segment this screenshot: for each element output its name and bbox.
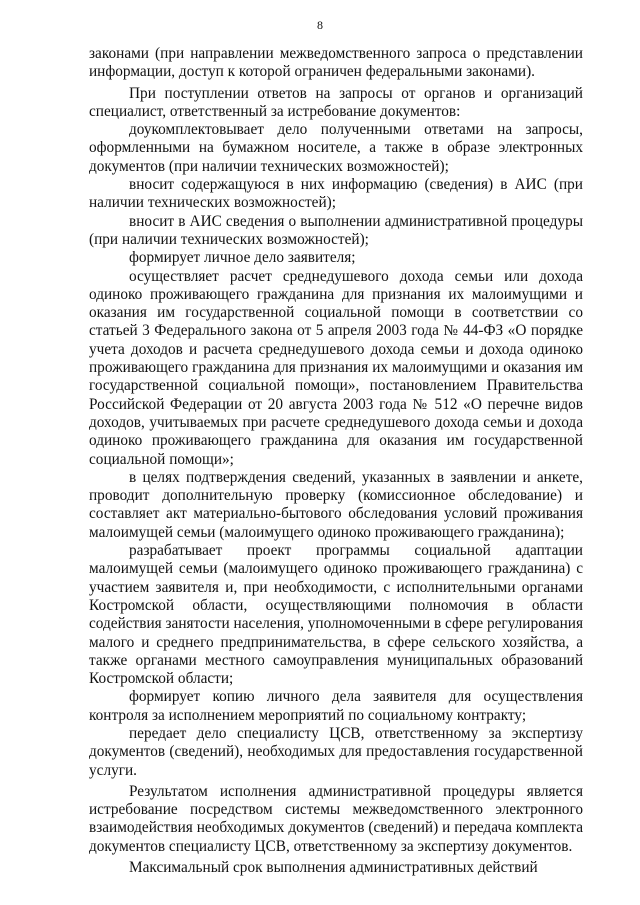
- paragraph-additional-check: в целях подтверждения сведений, указанных в заявлении и анкете, проводит дополнительную проверку (комиссионное обследование) и составляет акт материально-бытового обследования условий проживания малоимущей семьи (малоимущего одиноко проживающего гражданина);: [89, 468, 583, 541]
- paragraph-transfer-file: передает дело специалисту ЦСВ, ответственному за экспертизу документов (сведений), необходимых для предоставления государственной услуги.: [89, 724, 583, 779]
- paragraph-enter-info-ais: вносит содержащуюся в них информацию (сведения) в АИС (при наличии технических возможностей);: [89, 176, 583, 212]
- paragraph-adaptation-program: разрабатывает проект программы социальной адаптации малоимущей семьи (малоимущего одиноко проживающего гражданина) с участием заявителя и, при необходимости, с исполнительными органами Костромской области, осуществляющими полномочия в области содействия занятости населения, уполномоченными в сфере регулирования малого и среднего предпринимательства, в сфере сельского хозяйства, а также органами местного самоуправления муниципальных образований Костромской области;: [89, 542, 583, 688]
- paragraph-copy-file: формирует копию личного дела заявителя для осуществления контроля за исполнением мероприятий по социальному контракту;: [89, 688, 583, 724]
- paragraph-responses-intro: При поступлении ответов на запросы от органов и организаций специалист, ответственный за истребование документов:: [89, 84, 583, 120]
- paragraph-procedure-result: Результатом исполнения административной процедуры является истребование посредством системы межведомственного электронного взаимодействия необходимых документов (сведений) и передача комплекта документов специалисту ЦСВ, ответственному за экспертизу документов.: [89, 782, 583, 855]
- paragraph-form-personal-file: формирует личное дело заявителя;: [129, 249, 356, 267]
- page-number: 8: [317, 18, 323, 32]
- document-body: [89, 45, 583, 877]
- paragraph-max-term: Максимальный срок выполнения административных действий: [129, 859, 538, 877]
- paragraph-continuation: законами (при направлении межведомственного запроса о представлении информации, доступ к которой ограничен федеральными законами).: [89, 45, 583, 81]
- paragraph-complete-file: доукомплектовывает дело полученными ответами на запросы, оформленными на бумажном носителе, а также в образе электронных документов (при наличии технических возможностей);: [89, 121, 583, 175]
- paragraph-enter-procedure-ais: вносит в АИС сведения о выполнении административной процедуры (при наличии технических возможностей);: [89, 212, 583, 248]
- paragraph-income-calculation: осуществляет расчет среднедушевого дохода семьи или дохода одиноко проживающего гражданина для признания их малоимущими и оказания им государственной социальной помощи в соответствии со статьей 3 Федерального закона от 5 апреля 2003 года № 44-ФЗ «О порядке учета доходов и расчета среднедушевого дохода семьи и дохода одиноко проживающего гражданина для признания их малоимущими и оказания им государственной социальной помощи», постановлением Правительства Российской Федерации от 20 августа 2003 года № 512 «О перечне видов доходов, учитываемых при расчете среднедушевого дохода семьи и дохода одиноко проживающего гражданина для оказания им государственной социальной помощи»;: [89, 267, 583, 468]
